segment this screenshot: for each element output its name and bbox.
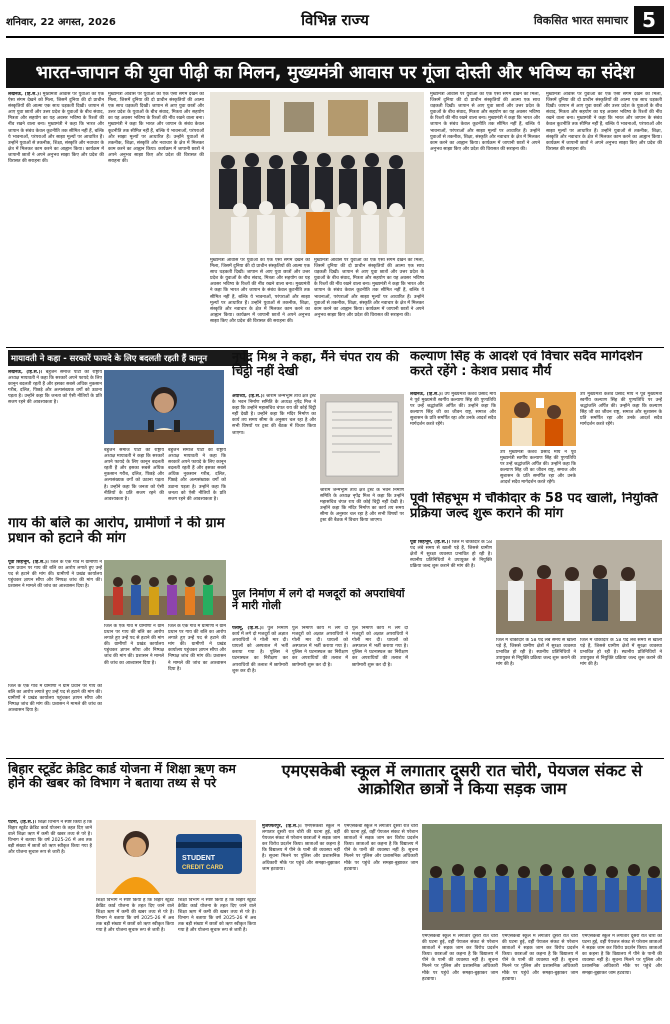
nripendra-headline: नृपेंद्र मिश्र ने कहा, मैंने चंपत राय की चिट्ठी नहीं देखी — [232, 350, 399, 378]
divider — [6, 347, 664, 348]
student-card-line2: CREDIT CARD — [182, 865, 224, 871]
kalyan-photo — [500, 392, 576, 446]
school-headline: एमएसकेबी स्कूल में लगातार दूसरी रात चोरी, पेयजल संकट से आक्रोशित छात्रों ने किया सड़क जाम — [281, 762, 643, 798]
section-title: विभिन्न राज्य — [301, 11, 369, 29]
mayawati-headline: मायावती ने कहा - सरकारें फायदे के लिए बदलती रहती हैं कानून — [8, 350, 248, 366]
kalyan-photo-graphic — [500, 392, 576, 446]
japan-text-col-3: मुख्यमंत्री आवास पर युवाओं का एक ऐसा संगम देखने को मिला, जिसमें दुनिया की दो प्राचीन संस्कृतियों की आत्मा एक साथ धड़कती दिखी। जापान से आए युवा छात्रों और उत्तर प्रदेश के युवाओं के बीच संवाद, मित्रता और सहयोग का यह अवसर भविष्य के रिश्तों की नींव रखने वाला बना। मुख्यमंत्री ने कहा कि भारत और जापान के संबंध केवल कूटनीति तक सीमित नहीं हैं, बल्कि ये भावनाओं, परंपराओं और साझा मूल्यों पर आधारित हैं। उन्होंने युवाओं से तकनीक, शिक्षा, संस्कृति और नवाचार के क्षेत्र में मिलकर काम करने का आह्वान किया। कार्यक्रम में जापानी छात्रों ने अपने अनुभव साझा किए और प्रदेश की विरासत की सराहना की। — [210, 258, 310, 324]
nripendra-photo-graphic — [320, 394, 404, 484]
village-text: पूर्वी सिंहभूम, (हि.स.)। जिले के एक गांव में ग्रामीणों ने ग्राम प्रधान पर गाय की बलि का आरोप लगाते हुए उन्हें पद से हटाने की मांग की। ग्रामीणों ने प्रखंड कार्यालय पहुंचकर ज्ञापन सौंपा और निष्पक्ष जांच की मांग की। प्रशासन ने मामले की जांच का आश्वासन दिया है। — [8, 560, 102, 590]
page-header — [6, 4, 664, 38]
bihar-text-2: शिक्षा विभाग ने स्पष्ट किया है कि बिहार स्टूडेंट क्रेडिट कार्ड योजना के तहत दिए जाने वाले शिक्षा ऋण में कमी की खबर तथ्य से परे है। विभाग ने बताया कि वर्ष 2025-26 में अब तक बड़ी संख्या में छात्रों को ऋण स्वीकृत किया गया है और योजना सुचारु रूप से जारी है। — [96, 898, 174, 934]
school-photo-graphic — [422, 824, 662, 930]
bihar-photo-graphic — [96, 820, 256, 894]
japan-photo-graphic — [210, 92, 424, 254]
chowkidar-text-3: जिले में चौकीदार के 58 पद लंबे समय से खाली पड़े हैं, जिससे ग्रामीण क्षेत्रों में सुरक्षा व्यवस्था प्रभावित हो रही है। स्थानीय प्रतिनिधियों ने उपायुक्त से नियुक्ति प्रक्रिया जल्द शुरू कराने की मांग की है। — [580, 638, 662, 668]
village-text-2: जिले के एक गांव में ग्रामीणों ने ग्राम प्रधान पर गाय की बलि का आरोप लगाते हुए उन्हें पद से हटाने की मांग की। ग्रामीणों ने प्रखंड कार्यालय पहुंचकर ज्ञापन सौंपा और निष्पक्ष जांच की मांग की। प्रशासन ने मामले की जांच का आश्वासन दिया है। — [104, 624, 164, 666]
chowkidar-text-2: जिले में चौकीदार के 58 पद लंबे समय से खाली पड़े हैं, जिससे ग्रामीण क्षेत्रों में सुरक्षा व्यवस्था प्रभावित हो रही है। स्थानीय प्रतिनिधियों ने उपायुक्त से नियुक्ति प्रक्रिया जल्द शुरू कराने की मांग की है। — [496, 638, 576, 668]
chowkidar-photo — [496, 540, 662, 634]
village-text-4: जिले के एक गांव में ग्रामीणों ने ग्राम प्रधान पर गाय की बलि का आरोप लगाते हुए उन्हें पद से हटाने की मांग की। ग्रामीणों ने प्रखंड कार्यालय पहुंचकर ज्ञापन सौंपा और निष्पक्ष जांच की मांग की। प्रशासन ने मामले की जांच का आश्वासन दिया है। — [8, 684, 102, 714]
japan-headline: भारत-जापान की युवा पीढ़ी का मिलन, मुख्यमंत्री आवास पर गूंजा दोस्ती और भविष्य का संदेश — [6, 58, 664, 88]
school-text-5: एमएसकेबी स्कूल में लगातार दूसरी रात चोरी की घटना हुई, वहीं पेयजल संकट से परेशान छात्राओं ने सड़क जाम कर विरोध प्रदर्शन किया। छात्राओं का कहना है कि विद्यालय में पीने के पानी की व्यवस्था नहीं है। सूचना मिलने पर पुलिस और प्रशासनिक अधिकारी मौके पर पहुंचे और समझा-बुझाकर जाम हटवाया। — [582, 934, 662, 976]
student-card-line1: STUDENT — [182, 855, 216, 862]
nripendra-photo — [320, 394, 404, 484]
divider — [6, 758, 664, 759]
mayawati-text-3: बहुजन समाज पार्टी की राष्ट्रीय अध्यक्ष मायावती ने कहा कि सरकारें अपने फायदे के लिए कानून बदलती रहती हैं और इसका सबसे अधिक नुकसान गरीब, दलित, पिछड़े और अल्पसंख्यक वर्गों को उठाना पड़ता है। उन्होंने कहा कि जनता को ऐसी नीतियों के प्रति सजग रहने की आवश्यकता है। — [168, 448, 226, 502]
japan-text-col-4: मुख्यमंत्री आवास पर युवाओं का एक ऐसा संगम देखने को मिला, जिसमें दुनिया की दो प्राचीन संस्कृतियों की आत्मा एक साथ धड़कती दिखी। जापान से आए युवा छात्रों और उत्तर प्रदेश के युवाओं के बीच संवाद, मित्रता और सहयोग का यह अवसर भविष्य के रिश्तों की नींव रखने वाला बना। मुख्यमंत्री ने कहा कि भारत और जापान के संबंध केवल कूटनीति तक सीमित नहीं हैं, बल्कि ये भावनाओं, परंपराओं और साझा मूल्यों पर आधारित हैं। उन्होंने युवाओं से तकनीक, शिक्षा, संस्कृति और नवाचार के क्षेत्र में मिलकर काम करने का आह्वान किया। कार्यक्रम में जापानी छात्रों ने अपने अनुभव साझा किए और प्रदेश की विरासत की सराहना की। — [314, 258, 424, 318]
japan-text-col-2: मुख्यमंत्री आवास पर युवाओं का एक ऐसा संगम देखने को मिला, जिसमें दुनिया की दो प्राचीन संस्कृतियों की आत्मा एक साथ धड़कती दिखी। जापान से आए युवा छात्रों और उत्तर प्रदेश के युवाओं के बीच संवाद, मित्रता और सहयोग का यह अवसर भविष्य के रिश्तों की नींव रखने वाला बना। मुख्यमंत्री ने कहा कि भारत और जापान के संबंध केवल कूटनीति तक सीमित नहीं हैं, बल्कि ये भावनाओं, परंपराओं और साझा मूल्यों पर आधारित हैं। उन्होंने युवाओं से तकनीक, शिक्षा, संस्कृति और नवाचार के क्षेत्र में मिलकर काम करने का आह्वान किया। कार्यक्रम में जापानी छात्रों ने अपने अनुभव साझा किए और प्रदेश की विरासत की सराहना की। — [108, 92, 204, 165]
japan-text-col-1: लखनऊ, (हि.स.)। मुख्यमंत्री आवास पर युवाओं का एक ऐसा संगम देखने को मिला, जिसमें दुनिया की दो प्राचीन संस्कृतियों की आत्मा एक साथ धड़कती दिखी। जापान से आए युवा छात्रों और उत्तर प्रदेश के युवाओं के बीच संवाद, मित्रता और सहयोग का यह अवसर भविष्य के रिश्तों की नींव रखने वाला बना। मुख्यमंत्री ने कहा कि भारत और जापान के संबंध केवल कूटनीति तक सीमित नहीं हैं, बल्कि ये भावनाओं, परंपराओं और साझा मूल्यों पर आधारित हैं। उन्होंने युवाओं से तकनीक, शिक्षा, संस्कृति और नवाचार के क्षेत्र में मिलकर काम करने का आह्वान किया। कार्यक्रम में जापानी छात्रों ने अपने अनुभव साझा किए और प्रदेश की विरासत की सराहना की। — [8, 92, 104, 165]
chowkidar-headline: पूर्वी सिंहभूम में चौकीदार के 58 पद खाली, नियुक्ति प्रक्रिया जल्द शुरू कराने की मांग — [410, 492, 658, 521]
police-headline: पुल निर्माण में लगे दो मजदूरों को अपराधियों ने मारी गोली — [232, 588, 405, 613]
village-headline: गाय की बलि का आरोप, ग्रामीणों ने की ग्राम प्रधान को हटाने की मांग — [8, 516, 225, 547]
kalyan-headline: कल्याण सिंह के आदर्श एवं विचार सदैव मार्गदर्शन करते रहेंगे : केशव प्रसाद मौर्य — [410, 350, 643, 379]
nripendra-text-2: श्रीराम जन्मभूमि तीर्थ क्षेत्र ट्रस्ट के भवन निर्माण समिति के अध्यक्ष नृपेंद्र मिश्र ने कहा कि उन्होंने महासचिव चंपत राय की कोई चिट्ठी नहीं देखी है। उन्होंने कहा कि मंदिर निर्माण का कार्य तय समय सीमा के अनुसार चल रहा है और सभी विषयों पर ट्रस्ट की बैठक में विचार किया जाएगा। — [320, 488, 404, 524]
police-text-3: पुल निर्माण कार्य में लगे दो मजदूरों को अज्ञात अपराधियों ने गोली मार दी। घायलों को अस्पताल में भर्ती कराया गया है। पुलिस ने घटनास्थल का निरीक्षण कर अपराधियों की तलाश में छापेमारी शुरू कर दी है। — [352, 626, 408, 668]
mayawati-photo-graphic — [104, 370, 224, 444]
page-number: 5 — [634, 6, 664, 34]
issue-date: शनिवार, 22 अगस्त, 2026 — [6, 17, 116, 28]
kalyan-text-2: उप मुख्यमंत्री केशव प्रसाद मौर्य ने पूर्व मुख्यमंत्री स्वर्गीय कल्याण सिंह की पुण्यतिथि पर उन्हें श्रद्धांजलि अर्पित की। उन्होंने कहा कि कल्याण सिंह जी का जीवन राष्ट्र, समाज और सुशासन के प्रति समर्पित रहा और उनके आदर्श सदैव मार्गदर्शन करते रहेंगे। — [580, 392, 662, 428]
bihar-text: पटना, (हि.स.)। शिक्षा विभाग ने स्पष्ट किया है कि बिहार स्टूडेंट क्रेडिट कार्ड योजना के तहत दिए जाने वाले शिक्षा ऋण में कमी की खबर तथ्य से परे है। विभाग ने बताया कि वर्ष 2025-26 में अब तक बड़ी संख्या में छात्रों को ऋण स्वीकृत किया गया है और योजना सुचारु रूप से जारी है। — [8, 820, 92, 856]
chowkidar-text: पूर्वी सिंहभूम, (हि.स.)। जिले में चौकीदार के 58 पद लंबे समय से खाली पड़े हैं, जिससे ग्रामीण क्षेत्रों में सुरक्षा व्यवस्था प्रभावित हो रही है। स्थानीय प्रतिनिधियों ने उपायुक्त से नियुक्ति प्रक्रिया जल्द शुरू कराने की मांग की है। — [410, 540, 492, 570]
chowkidar-photo-graphic — [496, 540, 662, 634]
newspaper-name: विकसित भारत समाचार — [533, 14, 628, 27]
school-text: मुजफ्फरपुर, (हि.स.)। एमएसकेबी स्कूल में लगातार दूसरी रात चोरी की घटना हुई, वहीं पेयजल संकट से परेशान छात्राओं ने सड़क जाम कर विरोध प्रदर्शन किया। छात्राओं का कहना है कि विद्यालय में पीने के पानी की व्यवस्था नहीं है। सूचना मिलने पर पुलिस और प्रशासनिक अधिकारी मौके पर पहुंचे और समझा-बुझाकर जाम हटवाया। — [262, 824, 340, 872]
village-text-3: जिले के एक गांव में ग्रामीणों ने ग्राम प्रधान पर गाय की बलि का आरोप लगाते हुए उन्हें पद से हटाने की मांग की। ग्रामीणों ने प्रखंड कार्यालय पहुंचकर ज्ञापन सौंपा और निष्पक्ष जांच की मांग की। प्रशासन ने मामले की जांच का आश्वासन दिया है। — [168, 624, 226, 672]
kalyan-text-3: उप मुख्यमंत्री केशव प्रसाद मौर्य ने पूर्व मुख्यमंत्री स्वर्गीय कल्याण सिंह की पुण्यतिथि पर उन्हें श्रद्धांजलि अर्पित की। उन्होंने कहा कि कल्याण सिंह जी का जीवन राष्ट्र, समाज और सुशासन के प्रति समर्पित रहा और उनके आदर्श सदैव मार्गदर्शन करते रहेंगे। — [500, 450, 576, 486]
kalyan-text: लखनऊ, (हि.स.)। उप मुख्यमंत्री केशव प्रसाद मौर्य ने पूर्व मुख्यमंत्री स्वर्गीय कल्याण सिंह की पुण्यतिथि पर उन्हें श्रद्धांजलि अर्पित की। उन्होंने कहा कि कल्याण सिंह जी का जीवन राष्ट्र, समाज और सुशासन के प्रति समर्पित रहा और उनके आदर्श सदैव मार्गदर्शन करते रहेंगे। — [410, 392, 496, 428]
police-text-2: पुल निर्माण कार्य में लगे दो मजदूरों को अज्ञात अपराधियों ने गोली मार दी। घायलों को अस्पताल में भर्ती कराया गया है। पुलिस ने घटनास्थल का निरीक्षण कर अपराधियों की तलाश में छापेमारी शुरू कर दी है। — [292, 626, 348, 668]
village-photo — [104, 560, 226, 620]
bihar-photo — [96, 820, 256, 894]
bihar-text-3: शिक्षा विभाग ने स्पष्ट किया है कि बिहार स्टूडेंट क्रेडिट कार्ड योजना के तहत दिए जाने वाले शिक्षा ऋण में कमी की खबर तथ्य से परे है। विभाग ने बताया कि वर्ष 2025-26 में अब तक बड़ी संख्या में छात्रों को ऋण स्वीकृत किया गया है और योजना सुचारु रूप से जारी है। — [178, 898, 256, 934]
nripendra-text: अयोध्या, (हि.स.)। श्रीराम जन्मभूमि तीर्थ क्षेत्र ट्रस्ट के भवन निर्माण समिति के अध्यक्ष नृपेंद्र मिश्र ने कहा कि उन्होंने महासचिव चंपत राय की कोई चिट्ठी नहीं देखी है। उन्होंने कहा कि मंदिर निर्माण का कार्य तय समय सीमा के अनुसार चल रहा है और सभी विषयों पर ट्रस्ट की बैठक में विचार किया जाएगा। — [232, 394, 316, 436]
police-text-1: पलामू, (हि.स.)। पुल निर्माण कार्य में लगे दो मजदूरों को अज्ञात अपराधियों ने गोली मार दी। घायलों को अस्पताल में भर्ती कराया गया है। पुलिस ने घटनास्थल का निरीक्षण कर अपराधियों की तलाश में छापेमारी शुरू कर दी है। — [232, 626, 288, 674]
mayawati-text-2: बहुजन समाज पार्टी की राष्ट्रीय अध्यक्ष मायावती ने कहा कि सरकारें अपने फायदे के लिए कानून बदलती रहती हैं और इसका सबसे अधिक नुकसान गरीब, दलित, पिछड़े और अल्पसंख्यक वर्गों को उठाना पड़ता है। उन्होंने कहा कि जनता को ऐसी नीतियों के प्रति सजग रहने की आवश्यकता है। — [104, 448, 164, 502]
school-protest-photo — [422, 824, 662, 930]
school-text-4: एमएसकेबी स्कूल में लगातार दूसरी रात चोरी की घटना हुई, वहीं पेयजल संकट से परेशान छात्राओं ने सड़क जाम कर विरोध प्रदर्शन किया। छात्राओं का कहना है कि विद्यालय में पीने के पानी की व्यवस्था नहीं है। सूचना मिलने पर पुलिस और प्रशासनिक अधिकारी मौके पर पहुंचे और समझा-बुझाकर जाम हटवाया। — [502, 934, 578, 982]
village-photo-graphic — [104, 560, 226, 620]
bihar-headline: बिहार स्टूडेंट क्रेडिट कार्ड योजना में शिक्षा ऋण कम होने की खबर को विभाग ने बताया तथ्य से परे — [8, 762, 236, 790]
mayawati-photo — [104, 370, 224, 444]
school-text-2: एमएसकेबी स्कूल में लगातार दूसरी रात चोरी की घटना हुई, वहीं पेयजल संकट से परेशान छात्राओं ने सड़क जाम कर विरोध प्रदर्शन किया। छात्राओं का कहना है कि विद्यालय में पीने के पानी की व्यवस्था नहीं है। सूचना मिलने पर पुलिस और प्रशासनिक अधिकारी मौके पर पहुंचे और समझा-बुझाकर जाम हटवाया। — [344, 824, 418, 872]
mayawati-text: लखनऊ, (हि.स.)। बहुजन समाज पार्टी की राष्ट्रीय अध्यक्ष मायावती ने कहा कि सरकारें अपने फायदे के लिए कानून बदलती रहती हैं और इसका सबसे अधिक नुकसान गरीब, दलित, पिछड़े और अल्पसंख्यक वर्गों को उठाना पड़ता है। उन्होंने कहा कि जनता को ऐसी नीतियों के प्रति सजग रहने की आवश्यकता है। — [8, 370, 102, 406]
japan-group-photo — [210, 92, 424, 254]
japan-text-col-5: मुख्यमंत्री आवास पर युवाओं का एक ऐसा संगम देखने को मिला, जिसमें दुनिया की दो प्राचीन संस्कृतियों की आत्मा एक साथ धड़कती दिखी। जापान से आए युवा छात्रों और उत्तर प्रदेश के युवाओं के बीच संवाद, मित्रता और सहयोग का यह अवसर भविष्य के रिश्तों की नींव रखने वाला बना। मुख्यमंत्री ने कहा कि भारत और जापान के संबंध केवल कूटनीति तक सीमित नहीं हैं, बल्कि ये भावनाओं, परंपराओं और साझा मूल्यों पर आधारित हैं। उन्होंने युवाओं से तकनीक, शिक्षा, संस्कृति और नवाचार के क्षेत्र में मिलकर काम करने का आह्वान किया। कार्यक्रम में जापानी छात्रों ने अपने अनुभव साझा किए और प्रदेश की विरासत की सराहना की। — [430, 92, 540, 152]
school-text-3: एमएसकेबी स्कूल में लगातार दूसरी रात चोरी की घटना हुई, वहीं पेयजल संकट से परेशान छात्राओं ने सड़क जाम कर विरोध प्रदर्शन किया। छात्राओं का कहना है कि विद्यालय में पीने के पानी की व्यवस्था नहीं है। सूचना मिलने पर पुलिस और प्रशासनिक अधिकारी मौके पर पहुंचे और समझा-बुझाकर जाम हटवाया। — [422, 934, 498, 982]
japan-text-col-6: मुख्यमंत्री आवास पर युवाओं का एक ऐसा संगम देखने को मिला, जिसमें दुनिया की दो प्राचीन संस्कृतियों की आत्मा एक साथ धड़कती दिखी। जापान से आए युवा छात्रों और उत्तर प्रदेश के युवाओं के बीच संवाद, मित्रता और सहयोग का यह अवसर भविष्य के रिश्तों की नींव रखने वाला बना। मुख्यमंत्री ने कहा कि भारत और जापान के संबंध केवल कूटनीति तक सीमित नहीं हैं, बल्कि ये भावनाओं, परंपराओं और साझा मूल्यों पर आधारित हैं। उन्होंने युवाओं से तकनीक, शिक्षा, संस्कृति और नवाचार के क्षेत्र में मिलकर काम करने का आह्वान किया। कार्यक्रम में जापानी छात्रों ने अपने अनुभव साझा किए और प्रदेश की विरासत की सराहना की। — [546, 92, 662, 152]
